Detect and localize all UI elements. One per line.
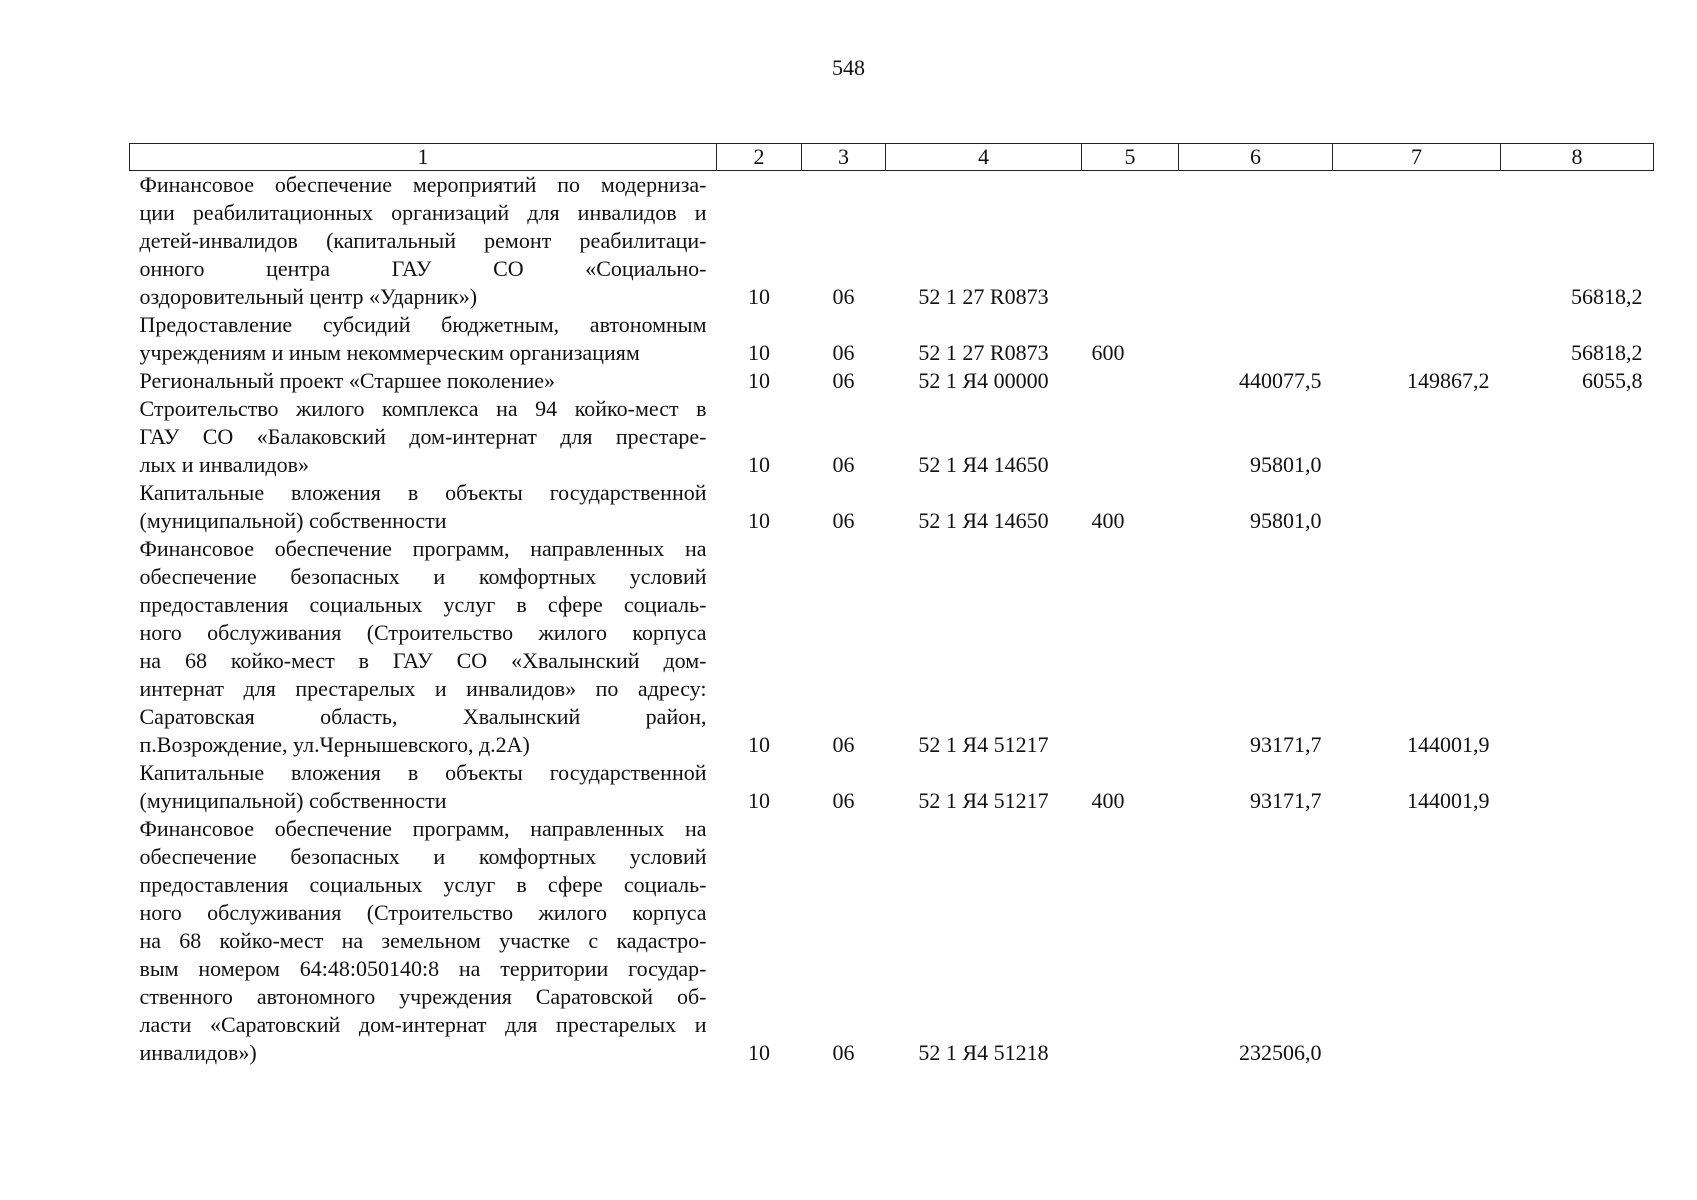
description-line: ласти «Саратовский дом-интернат для престарелых и xyxy=(139,1012,707,1037)
description-line: оздоровительный центр «Ударник») xyxy=(139,284,478,309)
description-cell xyxy=(130,535,717,759)
column-header-8: 8 xyxy=(1501,144,1654,171)
amount-col7-cell xyxy=(1333,311,1501,367)
section-cell: 10 xyxy=(748,452,770,477)
description-line: ции реабилитационных организаций для инвалидов и xyxy=(139,200,707,225)
description-line: Региональный проект «Старшее поколение» xyxy=(139,368,556,393)
budget-table xyxy=(129,143,1654,1067)
description-line: на 68 койко-мест в ГАУ СО «Хвалынский дом- xyxy=(139,648,707,673)
target-code-cell: 52 1 27 R0873 xyxy=(918,284,1049,309)
target-code-cell: 52 1 Я4 14650 xyxy=(918,508,1049,533)
description-line: ного обслуживания (Строительство жилого корпуса xyxy=(139,900,707,925)
section-cell: 10 xyxy=(748,368,770,393)
description-cell xyxy=(130,311,717,367)
column-header-5: 5 xyxy=(1082,144,1179,171)
description-line: онного центра ГАУ СО «Социально- xyxy=(139,256,707,281)
description-line: Капитальные вложения в объекты государственной xyxy=(139,760,707,785)
description-line: вым номером 64:48:050140:8 на территории государ- xyxy=(139,956,707,981)
amount-col8-cell xyxy=(1501,535,1654,759)
description-line: Строительство жилого комплекса на 94 койко-мест в xyxy=(139,396,707,421)
header-row xyxy=(130,144,1654,171)
column-header-1: 1 xyxy=(130,144,717,171)
description-cell xyxy=(130,479,717,535)
subsection-cell: 06 xyxy=(832,732,855,757)
amount-col6-cell: 95801,0 xyxy=(1250,508,1322,533)
table-row xyxy=(130,479,1654,535)
description-line: (муниципальной) собственности xyxy=(139,508,447,533)
column-header-3: 3 xyxy=(802,144,886,171)
amount-col6-cell: 95801,0 xyxy=(1250,452,1322,477)
subsection-cell: 06 xyxy=(832,284,855,309)
table-row xyxy=(130,815,1654,1067)
subsection-cell: 06 xyxy=(832,508,855,533)
section-cell: 10 xyxy=(748,508,770,533)
target-code-cell: 52 1 Я4 14650 xyxy=(918,452,1049,477)
amount-col8-cell: 56818,2 xyxy=(1571,340,1643,365)
expense-type-cell xyxy=(1082,367,1179,395)
table-row xyxy=(130,311,1654,367)
amount-col8-cell: 6055,8 xyxy=(1582,368,1643,393)
description-line: ного обслуживания (Строительство жилого корпуса xyxy=(139,620,707,645)
amount-col8-cell xyxy=(1501,395,1654,479)
page-number: 548 xyxy=(832,55,865,80)
description-cell xyxy=(130,171,717,312)
description-line: ГАУ СО «Балаковский дом-интернат для престаре- xyxy=(139,424,707,449)
expense-type-cell xyxy=(1082,395,1179,479)
description-line: предоставления социальных услуг в сфере социаль- xyxy=(139,592,707,617)
description-line: Капитальные вложения в объекты государственной xyxy=(139,480,707,505)
section-cell: 10 xyxy=(748,340,770,365)
subsection-cell: 06 xyxy=(832,1040,855,1065)
target-code-cell: 52 1 Я4 00000 xyxy=(918,368,1049,393)
expense-type-cell xyxy=(1082,535,1179,759)
amount-col7-cell xyxy=(1333,479,1501,535)
description-line: Финансовое обеспечение мероприятий по модерниза- xyxy=(139,172,707,197)
amount-col6-cell: 93171,7 xyxy=(1250,788,1322,813)
table-row xyxy=(130,759,1654,815)
description-line: Финансовое обеспечение программ, направленных на xyxy=(139,536,707,561)
section-cell: 10 xyxy=(748,1040,770,1065)
description-cell xyxy=(130,759,717,815)
column-header-7: 7 xyxy=(1333,144,1501,171)
table-row xyxy=(130,367,1654,395)
amount-col6-cell: 440077,5 xyxy=(1239,368,1322,393)
description-line: инвалидов») xyxy=(139,1040,257,1065)
expense-type-cell: 600 xyxy=(1091,340,1125,365)
description-line: лых и инвалидов» xyxy=(139,452,309,477)
description-line: ственного автономного учреждения Саратовской об- xyxy=(139,984,707,1009)
amount-col8-cell xyxy=(1501,759,1654,815)
target-code-cell: 52 1 Я4 51218 xyxy=(918,1040,1049,1065)
amount-col8-cell: 56818,2 xyxy=(1571,284,1643,309)
table-body xyxy=(130,171,1654,1068)
amount-col6-cell: 232506,0 xyxy=(1239,1040,1322,1065)
subsection-cell: 06 xyxy=(832,340,855,365)
column-header-2: 2 xyxy=(717,144,802,171)
description-cell xyxy=(130,367,717,395)
subsection-cell: 06 xyxy=(832,788,855,813)
column-header-4: 4 xyxy=(886,144,1082,171)
section-cell: 10 xyxy=(748,284,770,309)
description-line: п.Возрождение, ул.Чернышевского, д.2А) xyxy=(139,732,530,757)
target-code-cell: 52 1 Я4 51217 xyxy=(918,732,1049,757)
description-line: Предоставление субсидий бюджетным, автономным xyxy=(139,312,707,337)
description-line: Саратовская область, Хвалынский район, xyxy=(139,704,707,729)
expense-type-cell: 400 xyxy=(1091,788,1125,813)
section-cell: 10 xyxy=(748,788,770,813)
description-line: обеспечение безопасных и комфортных условий xyxy=(139,564,707,589)
table-row xyxy=(130,395,1654,479)
amount-col7-cell: 144001,9 xyxy=(1407,788,1490,813)
description-cell xyxy=(130,815,717,1067)
description-line: Финансовое обеспечение программ, направленных на xyxy=(139,816,707,841)
amount-col7-cell xyxy=(1333,815,1501,1067)
target-code-cell: 52 1 27 R0873 xyxy=(918,340,1049,365)
amount-col8-cell xyxy=(1501,479,1654,535)
amount-col6-cell: 93171,7 xyxy=(1250,732,1322,757)
amount-col7-cell: 149867,2 xyxy=(1407,368,1490,393)
amount-col7-cell xyxy=(1333,171,1501,312)
amount-col7-cell xyxy=(1333,395,1501,479)
amount-col6-cell xyxy=(1179,171,1333,312)
subsection-cell: 06 xyxy=(832,368,855,393)
expense-type-cell xyxy=(1082,171,1179,312)
description-cell xyxy=(130,395,717,479)
section-cell: 10 xyxy=(748,732,770,757)
expense-type-cell: 400 xyxy=(1091,508,1125,533)
expense-type-cell xyxy=(1082,815,1179,1067)
amount-col6-cell xyxy=(1179,311,1333,367)
amount-col7-cell: 144001,9 xyxy=(1407,732,1490,757)
description-line: (муниципальной) собственности xyxy=(139,788,447,813)
description-line: предоставления социальных услуг в сфере социаль- xyxy=(139,872,707,897)
table-row xyxy=(130,535,1654,759)
column-header-6: 6 xyxy=(1179,144,1333,171)
description-line: на 68 койко-мест на земельном участке с кадастро- xyxy=(139,928,707,953)
description-line: интернат для престарелых и инвалидов» по адресу: xyxy=(139,676,707,701)
table-header xyxy=(130,144,1654,171)
description-line: учреждениям и иным некоммерческим организациям xyxy=(139,340,640,365)
subsection-cell: 06 xyxy=(832,452,855,477)
target-code-cell: 52 1 Я4 51217 xyxy=(918,788,1049,813)
description-line: детей-инвалидов (капитальный ремонт реабилитаци- xyxy=(139,228,707,253)
description-line: обеспечение безопасных и комфортных условий xyxy=(139,844,707,869)
table-row xyxy=(130,171,1654,312)
amount-col8-cell xyxy=(1501,815,1654,1067)
